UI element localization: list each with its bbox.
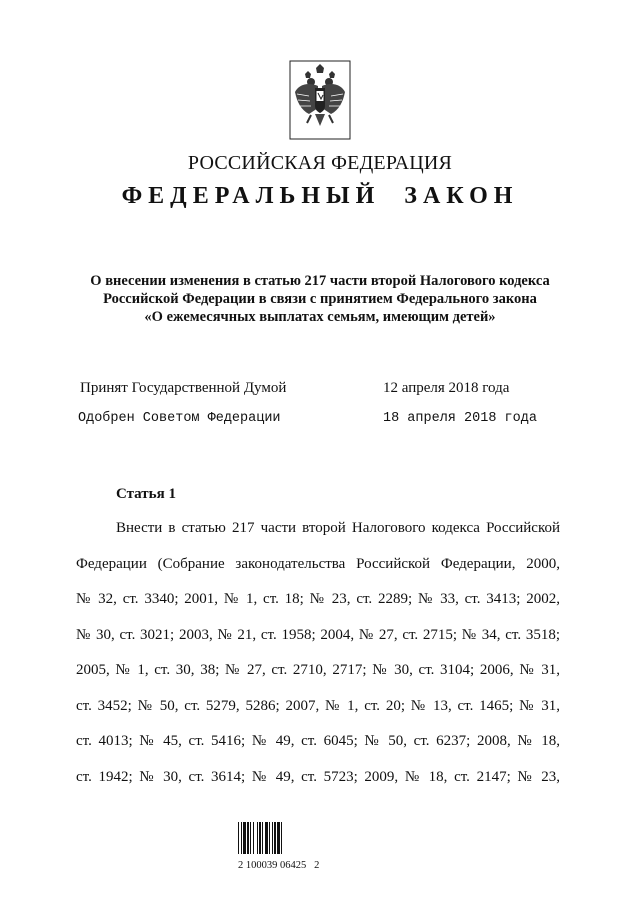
- barcode-bar: [277, 822, 280, 854]
- barcode-bar: [274, 822, 276, 854]
- barcode-bar: [265, 822, 268, 854]
- barcode-bar: [262, 822, 263, 854]
- coat-of-arms-emblem: [289, 60, 351, 140]
- council-approval-label: Одобрен Советом Федерации: [78, 411, 281, 426]
- duma-adoption-label: Принят Государственной Думой: [80, 380, 287, 396]
- article-text-line: ст. 1942; № 30, ст. 3614; № 49, ст. 5723; 2009, № 18, ст. 2147; № 23,: [76, 768, 560, 785]
- barcode-bar: [243, 822, 246, 854]
- barcode-bar: [272, 822, 273, 854]
- barcode-number: 2 100039 06425 2: [238, 860, 320, 871]
- barcode-bar: [269, 822, 270, 854]
- law-title-line: О внесении изменения в статью 217 части второй Налогового кодекса: [90, 273, 550, 289]
- barcode-bar: [281, 822, 282, 854]
- article-text-line: Внести в статью 217 части второй Налогового кодекса Российской: [116, 520, 560, 536]
- article-text-line: № 30, ст. 3021; 2003, № 21, ст. 1958; 2004, № 27, ст. 2715; № 34, ст. 3518;: [76, 626, 560, 643]
- country-name: РОССИЙСКАЯ ФЕДЕРАЦИЯ: [187, 152, 453, 174]
- document-type: ФЕДЕРАЛЬНЫЙ ЗАКОН: [121, 183, 519, 209]
- law-title: [40, 272, 600, 326]
- article-text-line: 2005, № 1, ст. 30, 38; № 27, ст. 2710, 2717; № 30, ст. 3104; 2006, № 31,: [76, 662, 560, 678]
- article-text-line: № 32, ст. 3340; 2001, № 1, ст. 18; № 23, ст. 2289; № 33, ст. 3413; 2002,: [76, 591, 560, 607]
- barcode-bar: [257, 822, 258, 854]
- barcode-graphic: [238, 822, 298, 854]
- article-text-line: ст. 4013; № 45, ст. 5416; № 49, ст. 6045; № 50, ст. 6237; 2008, № 18,: [76, 733, 560, 749]
- barcode-bar: [247, 822, 249, 854]
- article-text-line: Федерации (Собрание законодательства Российской Федерации, 2000,: [76, 555, 560, 572]
- barcode-bar: [259, 822, 261, 854]
- barcode-bar: [241, 822, 242, 854]
- article-heading: Статья 1: [116, 486, 176, 502]
- barcode-bar: [250, 822, 251, 854]
- barcode-bar: [238, 822, 239, 854]
- barcode-bar: [253, 822, 254, 854]
- duma-adoption-date: 12 апреля 2018 года: [383, 380, 510, 396]
- council-approval-date: 18 апреля 2018 года: [383, 411, 537, 426]
- article-text-line: ст. 3452; № 50, ст. 5279, 5286; 2007, № 1, ст. 20; № 13, ст. 1465; № 31,: [76, 697, 560, 714]
- law-title-line: Российской Федерации в связи с принятием Федерального закона: [103, 291, 537, 307]
- article-body: [76, 511, 560, 795]
- law-title-line: «О ежемесячных выплатах семьям, имеющим детей»: [144, 309, 496, 325]
